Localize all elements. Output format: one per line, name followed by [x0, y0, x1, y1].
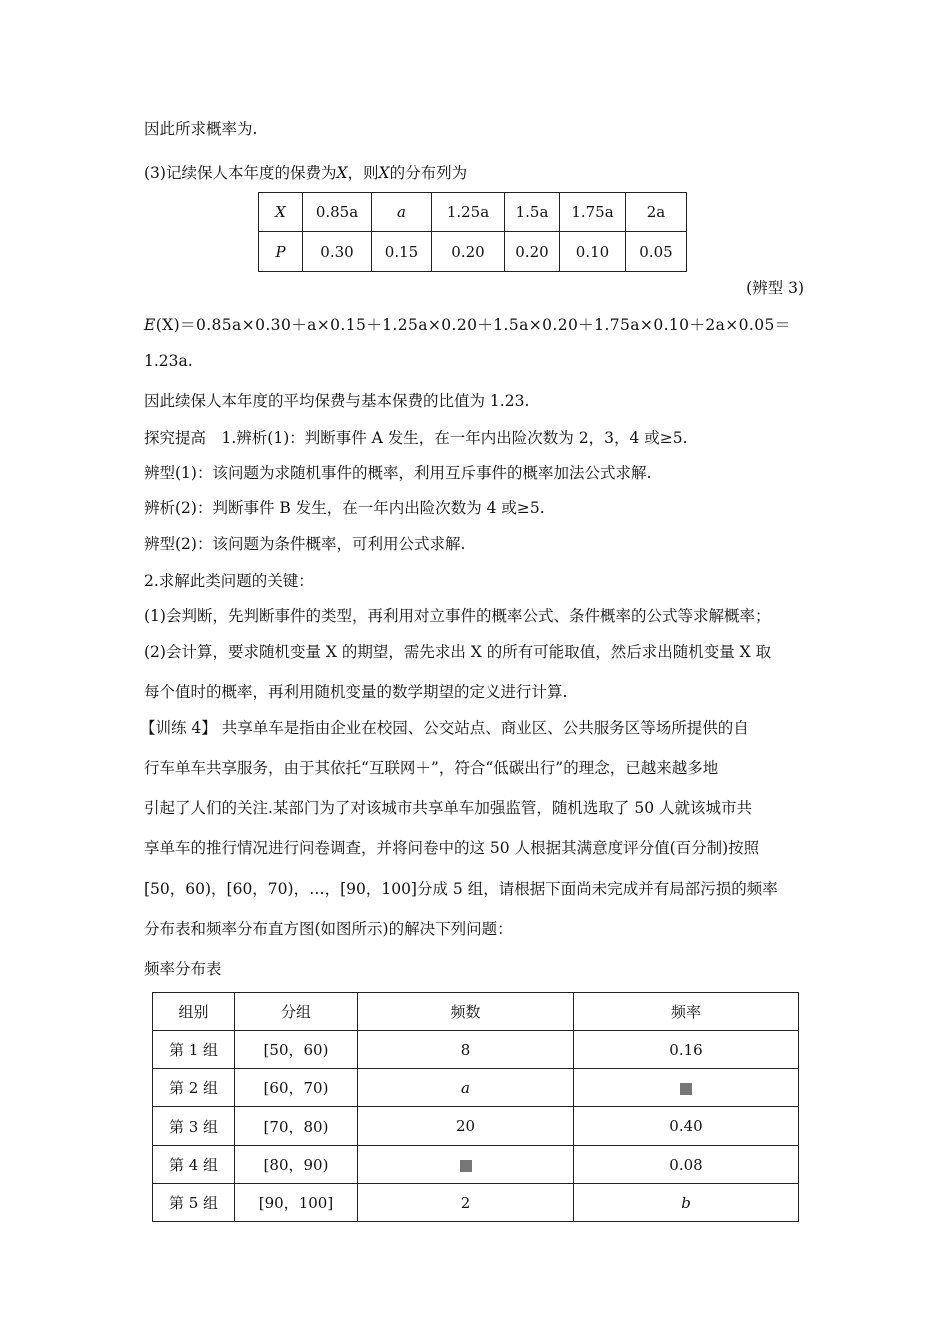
expectation-result: 1.23a.: [144, 352, 193, 370]
table-cell: 0.20: [505, 232, 560, 272]
table-cell: 0.85a: [303, 193, 372, 232]
table-cell: 2a: [626, 193, 687, 232]
text-line: 2.求解此类问题的关键：: [144, 572, 314, 590]
table-cell: 0.16: [574, 1031, 799, 1069]
table-cell: 1.5a: [505, 193, 560, 232]
smudge-icon: [680, 1083, 692, 1095]
text-line: 每个值时的概率，再利用随机变量的数学期望的定义进行计算.: [144, 683, 568, 701]
table-row: [153, 1031, 799, 1069]
table-cell: [80，90): [235, 1146, 358, 1184]
frequency-table: [152, 992, 799, 1222]
table-header: 分组: [235, 993, 358, 1031]
table-cell: 第 2 组: [153, 1069, 235, 1107]
table-cell: 0.30: [303, 232, 372, 272]
text-line: 辨型(1)：该问题为求随机事件的概率，利用互斥事件的概率加法公式求解.: [144, 464, 652, 482]
table-cell: 1.75a: [560, 193, 626, 232]
text-line: 辨型(2)：该问题为条件概率，可利用公式求解.: [144, 535, 466, 553]
text-line: (1)会判断，先判断事件的类型，再利用对立事件的概率公式、条件概率的公式等求解概率；: [144, 607, 771, 625]
table-cell: 0.15: [372, 232, 432, 272]
table-row: [153, 1069, 799, 1107]
table-cell: 第 4 组: [153, 1146, 235, 1184]
text-line: 探究提高 1.辨析(1)：判断事件 A 发生，在一年内出险次数为 2，3，4 或≥5.: [144, 429, 688, 447]
text-line: 辨析(2)：判断事件 B 发生，在一年内出险次数为 4 或≥5.: [144, 499, 545, 517]
table-cell: [90，100]: [235, 1184, 358, 1222]
text-span: 的分布列为: [389, 164, 468, 182]
text-line: 因此所求概率为.: [144, 120, 258, 138]
variable: E: [144, 316, 156, 334]
table-cell: 8: [358, 1031, 574, 1069]
table-title: 频率分布表: [144, 960, 222, 978]
table-cell: 2: [358, 1184, 574, 1222]
text-line: [144, 162, 467, 184]
text-line: 享单车的推行情况进行问卷调查，并将问卷中的这 50 人根据其满意度评分值(百分制)按照: [144, 839, 760, 857]
variable: X: [378, 164, 390, 182]
table-header: 频率: [574, 993, 799, 1031]
table-cell: 第 5 组: [153, 1184, 235, 1222]
table-cell: 0.40: [574, 1107, 799, 1146]
smudge-icon: [460, 1160, 472, 1172]
text-line: 因此续保人本年度的平均保费与基本保费的比值为 1.23.: [144, 392, 530, 410]
text-line: 【训练 4】 共享单车是指由企业在校园、公交站点、商业区、公共服务区等场所提供的自: [140, 719, 749, 737]
table-cell: 第 3 组: [153, 1107, 235, 1146]
table-cell: 第 1 组: [153, 1031, 235, 1069]
table-row: [153, 1184, 799, 1222]
table-cell: [60，70): [235, 1069, 358, 1107]
table-header: 组别: [153, 993, 235, 1031]
type-tag: (辨型 3): [746, 279, 804, 297]
table-cell: 0.05: [626, 232, 687, 272]
table-cell: 20: [358, 1107, 574, 1146]
table-cell: [70，80): [235, 1107, 358, 1146]
text-line: 引起了人们的关注.某部门为了对该城市共享单车加强监管，随机选取了 50 人就该城市共: [144, 799, 753, 817]
table-cell: [50，60): [235, 1031, 358, 1069]
table-cell: 0.10: [560, 232, 626, 272]
table-cell: 0.08: [574, 1146, 799, 1184]
table-row: [153, 1107, 799, 1146]
table-cell: 0.20: [432, 232, 505, 272]
table-cell: a: [358, 1069, 574, 1107]
table-cell: b: [574, 1184, 799, 1222]
text-line: (2)会计算，要求随机变量 X 的期望，需先求出 X 的所有可能取值，然后求出随机变量 X 取: [144, 643, 772, 661]
table-cell: [574, 1069, 799, 1107]
expectation-formula: [144, 314, 791, 336]
text-span: ，则: [347, 164, 379, 182]
text-line: 行车单车共享服务，由于其依托“互联网＋”，符合“低碳出行”的理念，已越来越多地: [144, 759, 719, 777]
table-cell: 1.25a: [432, 193, 505, 232]
table-header: 频数: [358, 993, 574, 1031]
text-line: 分布表和频率分布直方图(如图所示)的解决下列问题：: [144, 920, 513, 938]
table-cell: P: [259, 232, 303, 272]
distribution-table: [258, 192, 687, 272]
table-cell: [358, 1146, 574, 1184]
variable: X: [336, 164, 348, 182]
text-line: [50，60)，[60，70)，…，[90，100]分成 5 组，请根据下面尚未完成并有局部污损的频率: [144, 880, 778, 898]
formula-text: (X)＝0.85a×0.30＋a×0.15＋1.25a×0.20＋1.5a×0.20＋1.75a×0.10＋2a×0.05＝: [155, 316, 791, 334]
table-cell: a: [372, 193, 432, 232]
table-cell: X: [259, 193, 303, 232]
text-span: (3)记续保人本年度的保费为: [144, 164, 337, 182]
table-row: [153, 1146, 799, 1184]
